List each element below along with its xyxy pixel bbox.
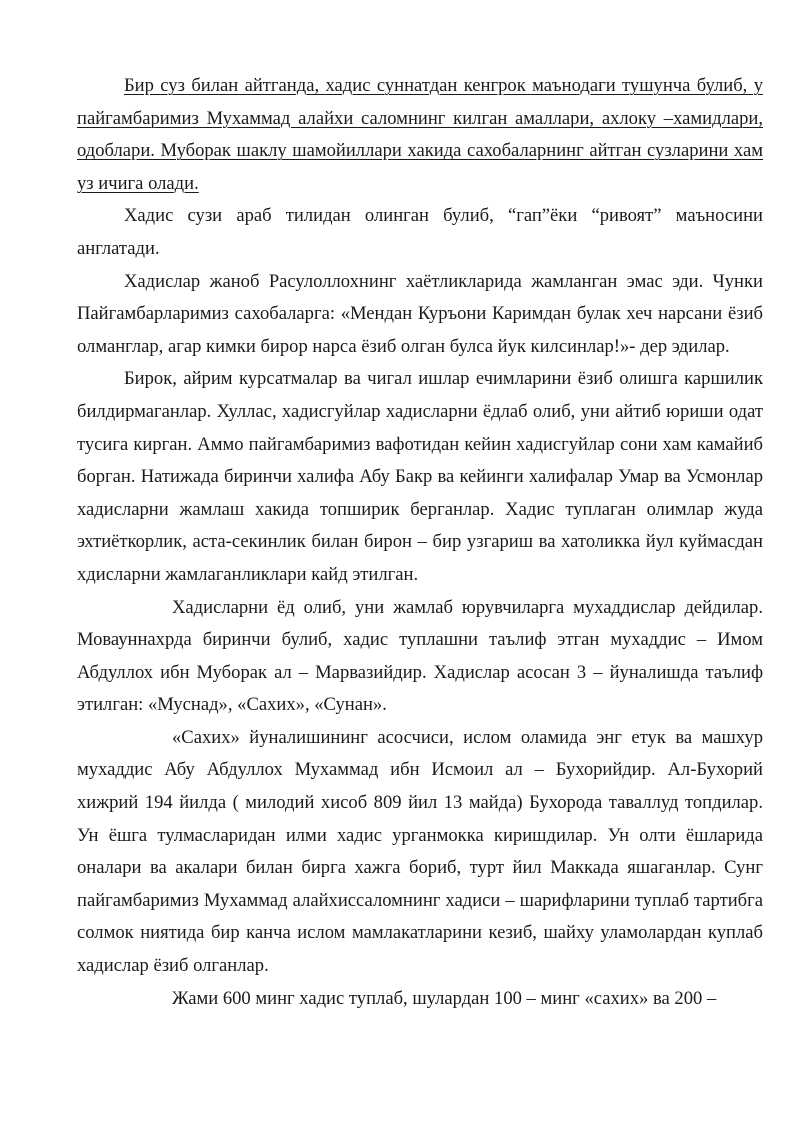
paragraph-muhaddiths: Хадисларни ёд олиб, уни жамлаб юрувчиларга мухаддислар дейдилар. Мовауннахрда биринчи булиб, хадис туплашни таълиф этган мухаддис – Имом Абдуллох ибн Муборак ал – Марвазийдир. Хадислар асосан 3 – йуналишда таълиф этилган: «Муснад», «Сахих», «Сунан». bbox=[77, 596, 763, 716]
paragraph-hadith-count: Жами 600 минг хадис туплаб, шулардан 100 – минг «сахих» ва 200 – bbox=[172, 987, 717, 1009]
paragraph-hadith-etymology: Хадис сузи араб тилидан олинган булиб, “гап”ёки “ривоят” маъносини англатади. bbox=[77, 205, 763, 259]
paragraph-hadith-definition: Бир суз билан айтганда, хадис суннатдан кенгрок маънодаги тушунча булиб, у пайгамбаримиз Мухаммад алайхи саломнинг килган амаллари, ахлоку –хамидлари, одоблари. Муборак шаклу шамойиллари хакида сахобаларнинг айтган сузларини хам уз ичига олади. bbox=[77, 75, 763, 194]
paragraph-hadith-memorization: Бирок, айрим курсатмалар ва чигал ишлар ечимларини ёзиб олишга каршилик билдирмаганлар. Хуллас, хадисгуйлар хадисларни ёдлаб олиб, уни айтиб юриши одат тусига кирган. Аммо пайгамбаримиз вафотидан кейин хадисгуйлар сони хам камайиб борган. Натижада биринчи халифа Абу Бакр ва кейинги халифалар Умар ва Усмонлар хадисларни жамлаш хакида топширик берганлар. Хадис туплаган олимлар жуда эхтиёткорлик, аста-секинлик билан бирон – бир узгариш ва хатоликка йул куймасдан хдисларни жамлаганликлари кайд этилган. bbox=[77, 368, 763, 585]
paragraph-al-bukhari: «Сахих» йуналишининг асосчиси, ислом оламида энг етук ва машхур мухаддис Абу Абдуллох Мухаммад ибн Исмоил ал – Бухорийдир. Ал-Бухорий хижрий 194 йилда ( милодий хисоб 809 йил 13 майда) Бухорода таваллуд топдилар. Ун ёшга тулмасларидан илми хадис урганмокка киришдилар. Ун олти ёшларида оналари ва акалари билан бирга хажга бориб, турт йил Маккада яшаганлар. Сунг пайгамбаримиз Мухаммад алайхиссаломнинг хадиси – шарифларини туплаб тартибга солмок ниятида бир канча ислом мамлакатларини кезиб, шайху уламолардан куплаб хадислар ёзиб олганлар. bbox=[77, 726, 763, 977]
paragraph-hadith-not-collected: Хадислар жаноб Расулоллохнинг хаётликларида жамланган эмас эди. Чунки Пайгамбарларимиз сахобаларга: «Мендан Куръони Каримдан булак хеч нарсани ёзиб олманглар, агар кимки бирор нарса ёзиб олган булса йук килсинлар!»- дер эдилар. bbox=[77, 270, 763, 357]
document-body bbox=[77, 70, 763, 1015]
